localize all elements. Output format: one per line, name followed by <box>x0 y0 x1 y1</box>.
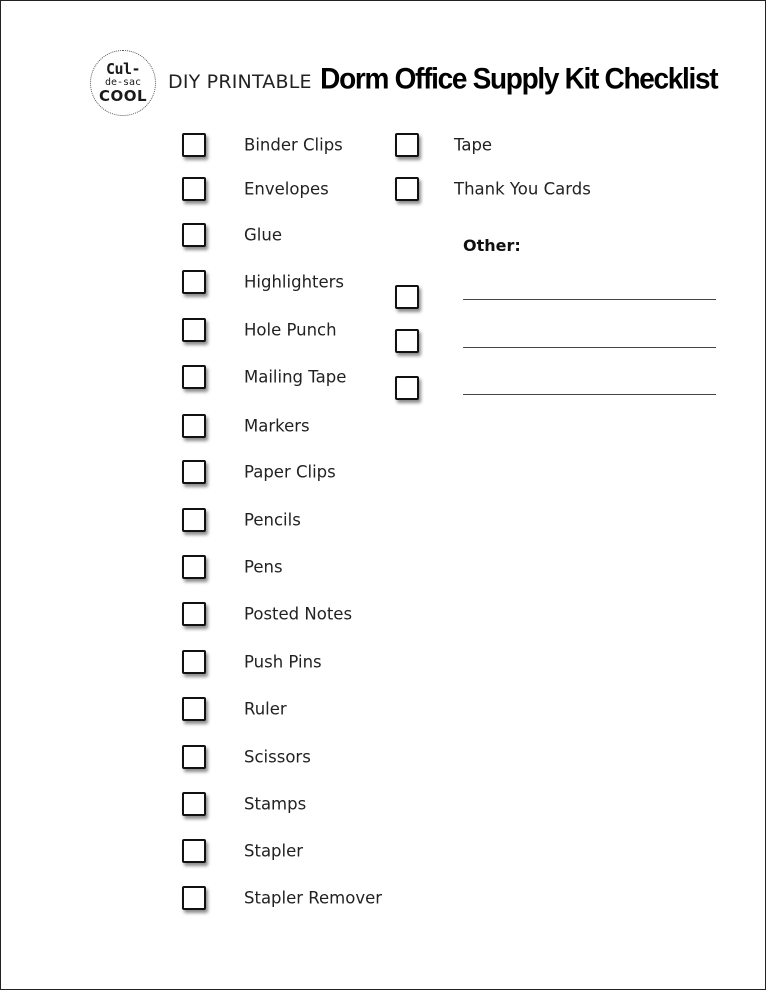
item-label: Hole Punch <box>244 320 337 340</box>
checklist-item[interactable] <box>182 315 337 345</box>
item-label: Pencils <box>244 510 301 530</box>
checkbox[interactable] <box>395 133 419 157</box>
checkbox[interactable] <box>182 223 206 247</box>
checklist-item[interactable] <box>182 647 322 677</box>
checklist-item[interactable] <box>182 694 287 724</box>
checkbox[interactable] <box>182 886 206 910</box>
other-blank-line[interactable] <box>463 394 716 395</box>
logo-line-1: Cul- <box>105 60 141 78</box>
item-label: Glue <box>244 225 282 245</box>
other-label: Other: <box>463 236 521 255</box>
checkbox[interactable] <box>182 177 206 201</box>
checkbox[interactable] <box>182 602 206 626</box>
checkbox[interactable] <box>182 839 206 863</box>
item-label: Thank You Cards <box>454 179 591 199</box>
checkbox[interactable] <box>182 460 206 484</box>
item-label: Markers <box>244 416 310 436</box>
logo-line-2: de-sac <box>104 77 142 88</box>
checklist-item[interactable] <box>182 552 283 582</box>
checklist-item[interactable] <box>182 362 347 392</box>
checkbox[interactable] <box>182 318 206 342</box>
checklist-item[interactable] <box>182 411 310 441</box>
checkbox[interactable] <box>182 745 206 769</box>
other-checklist-item[interactable] <box>395 373 419 403</box>
other-blank-line[interactable] <box>463 299 716 300</box>
checklist-item[interactable] <box>182 836 304 866</box>
checklist-item[interactable] <box>395 174 591 204</box>
item-label: Stapler <box>244 841 304 861</box>
checkbox[interactable] <box>182 697 206 721</box>
item-label: Binder Clips <box>244 135 343 155</box>
other-checklist-item[interactable] <box>395 282 419 312</box>
item-label: Scissors <box>244 747 311 767</box>
checklist-item[interactable] <box>395 130 493 160</box>
item-label: Stapler Remover <box>244 888 383 908</box>
checkbox[interactable] <box>395 177 419 201</box>
logo-line-3: COOL <box>98 87 148 105</box>
checklist-item[interactable] <box>182 174 329 204</box>
item-label: Paper Clips <box>244 462 336 482</box>
other-checklist-item[interactable] <box>395 326 419 356</box>
item-label: Posted Notes <box>244 604 353 624</box>
checkbox[interactable] <box>182 270 206 294</box>
item-label: Highlighters <box>244 272 345 292</box>
checkbox[interactable] <box>395 285 419 309</box>
checklist-item[interactable] <box>182 883 383 913</box>
item-label: Push Pins <box>244 652 322 672</box>
checkbox[interactable] <box>182 365 206 389</box>
cul-de-sac-cool-logo <box>90 50 156 116</box>
checklist-item[interactable] <box>182 220 282 250</box>
checkbox[interactable] <box>182 650 206 674</box>
checkbox[interactable] <box>395 376 419 400</box>
item-label: Envelopes <box>244 179 329 199</box>
checkbox[interactable] <box>182 792 206 816</box>
checkbox[interactable] <box>182 133 206 157</box>
checklist-item[interactable] <box>182 505 301 535</box>
checkbox[interactable] <box>395 329 419 353</box>
title-main: Dorm Office Supply Kit Checklist <box>320 62 718 95</box>
item-label: Mailing Tape <box>244 367 347 387</box>
checklist-item[interactable] <box>182 742 311 772</box>
item-label: Pens <box>244 557 283 577</box>
checklist-item[interactable] <box>182 789 307 819</box>
checkbox[interactable] <box>182 508 206 532</box>
item-label: Ruler <box>244 699 287 719</box>
item-label: Tape <box>454 135 493 155</box>
other-blank-line[interactable] <box>463 347 716 348</box>
checkbox[interactable] <box>182 414 206 438</box>
item-label: Stamps <box>244 794 307 814</box>
checklist-item[interactable] <box>182 267 345 297</box>
checklist-item[interactable] <box>182 599 353 629</box>
checkbox[interactable] <box>182 555 206 579</box>
checklist-item[interactable] <box>182 130 343 160</box>
title-prefix: DIY PRINTABLE <box>168 71 312 93</box>
checklist-item[interactable] <box>182 457 336 487</box>
page-title <box>168 63 717 95</box>
